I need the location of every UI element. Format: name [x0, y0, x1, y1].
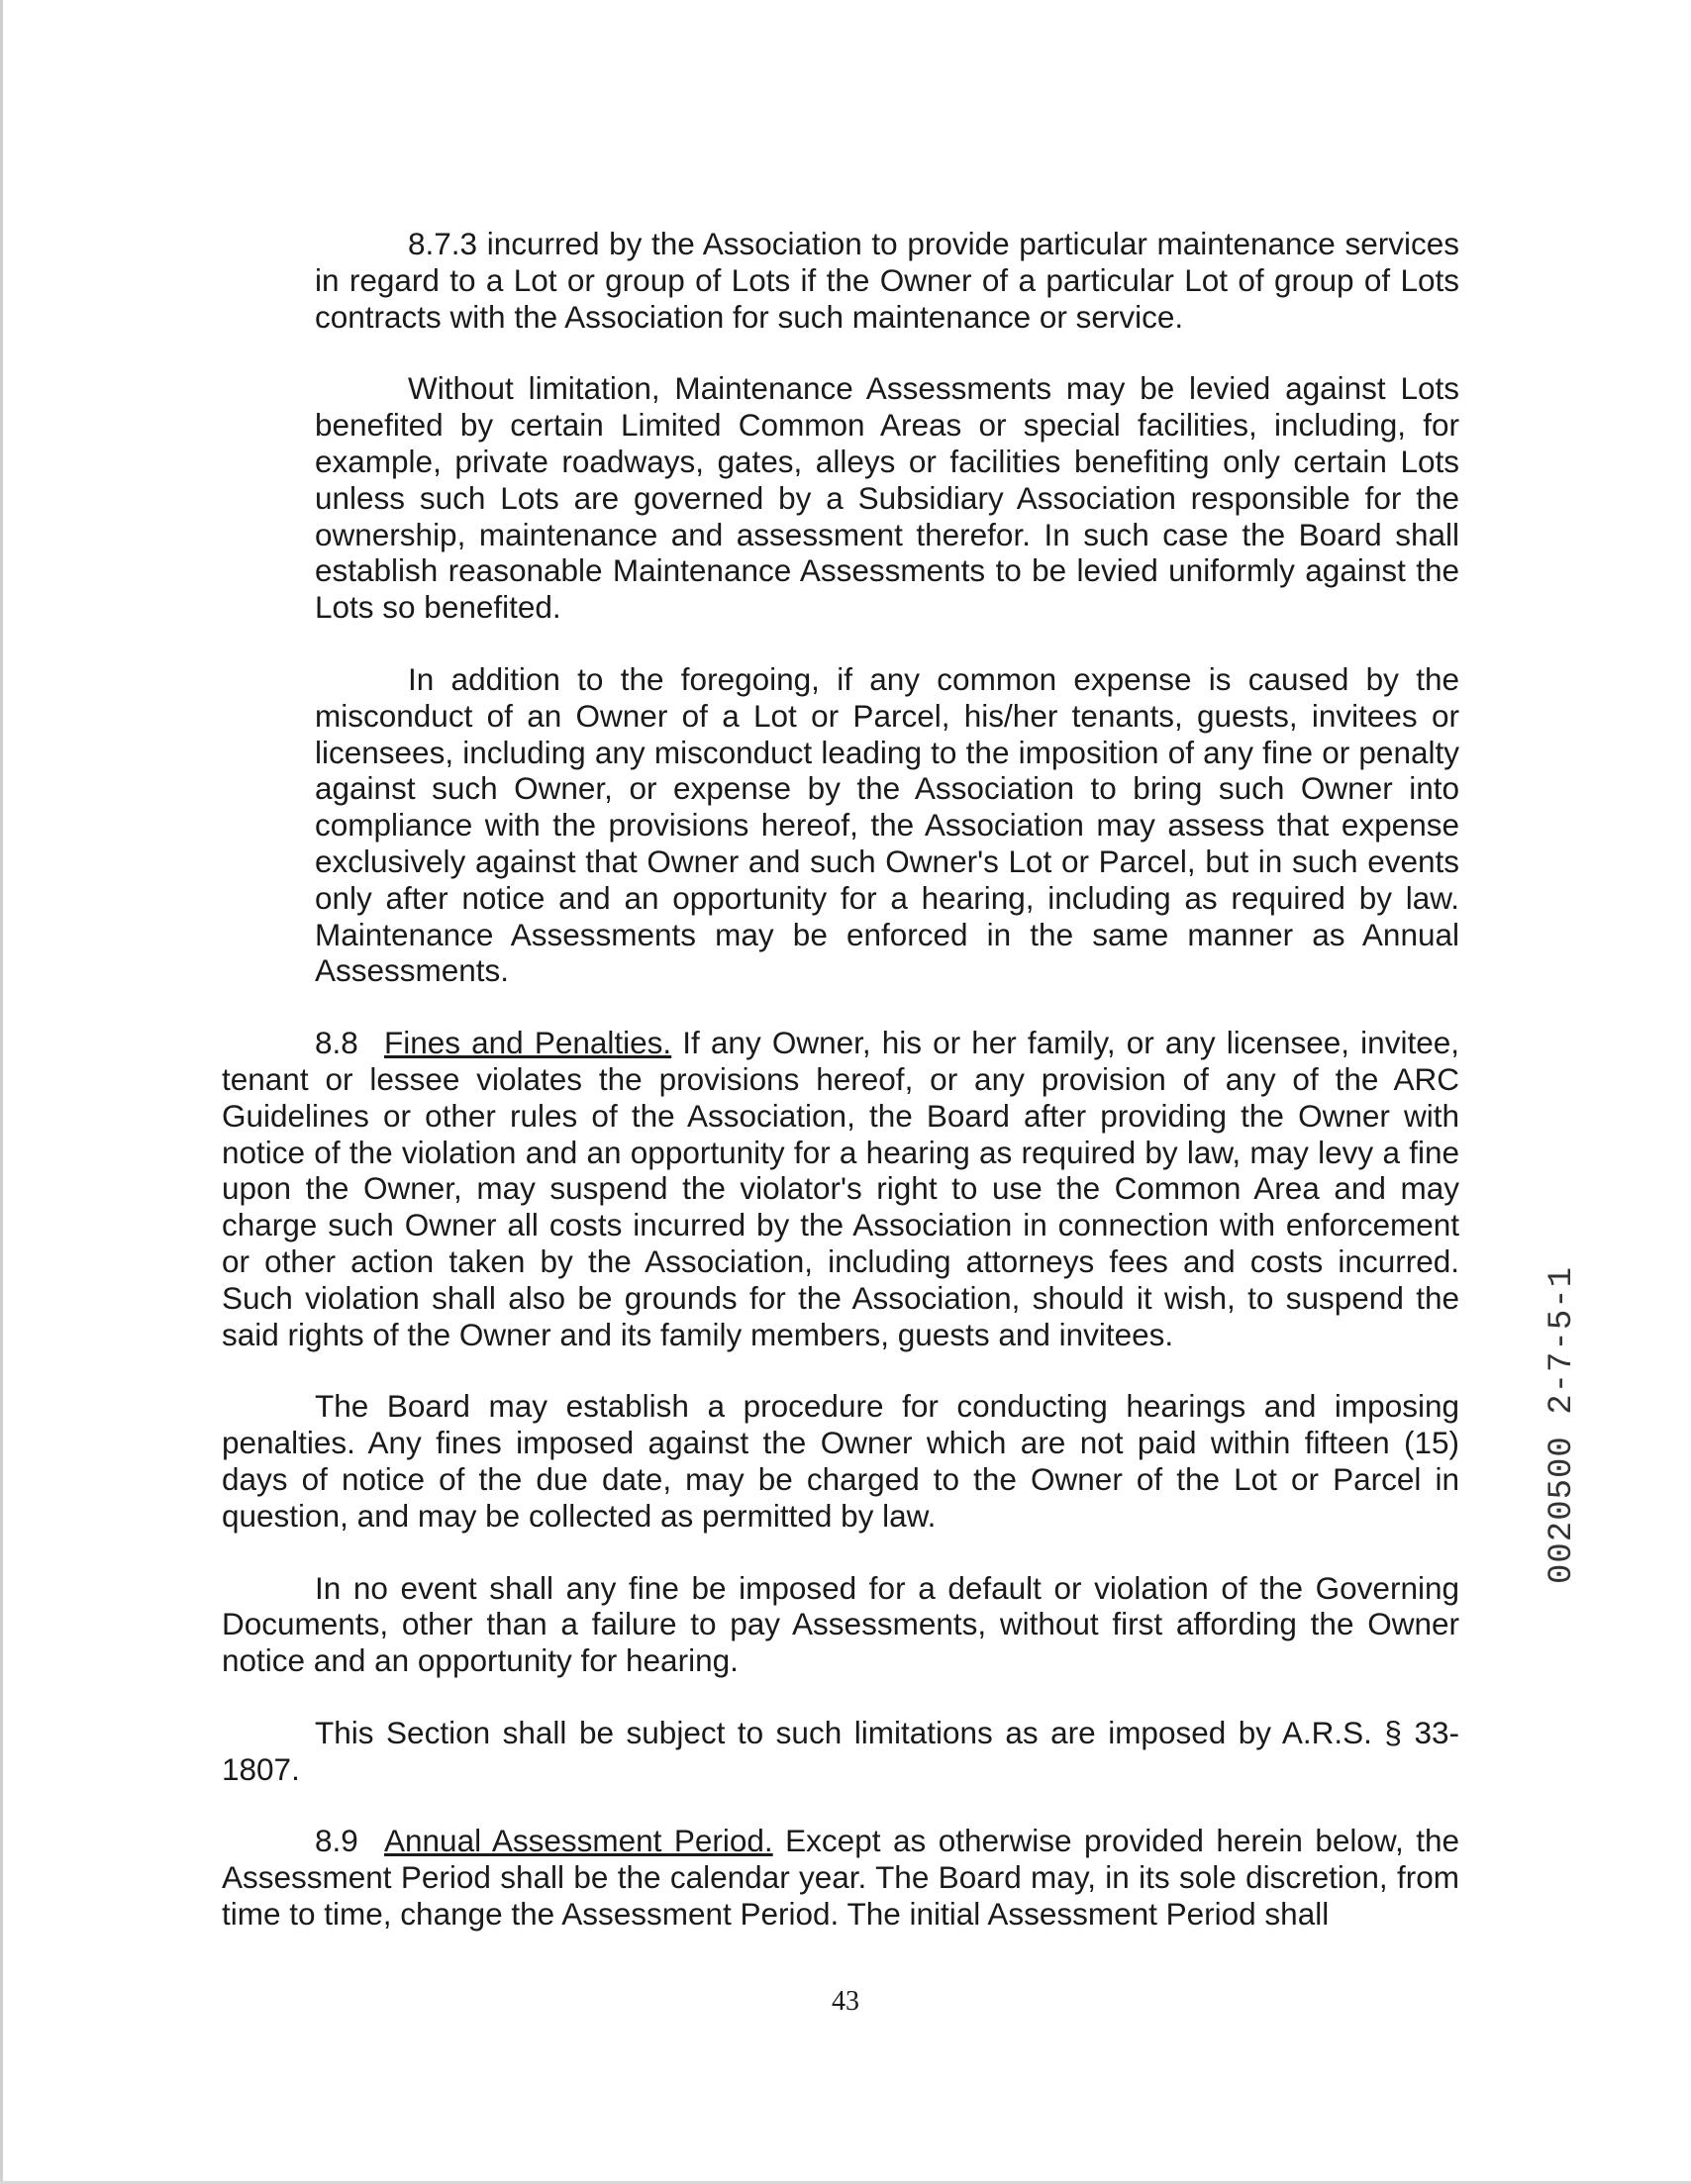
paragraph-no-event: In no event shall any fine be imposed for a default or violation of the Governing Documents, other than a failure to pay Assessments, without first affording the Owner notice and an opportunity for hearing. [222, 1569, 1459, 1679]
section-8-9-heading: Annual Assessment Period. [384, 1823, 773, 1859]
section-8-9-text: Except as otherwise provided herein below, the Assessment Period shall be the calendar year. The Board may, in its sole discretion, from time to time, change the Assessment Period. The initial Assessment Period shall [222, 1823, 1459, 1933]
scan-left-edge [0, 0, 3, 2184]
recording-stamp: 0020500 2-7-5-1 [1543, 1265, 1581, 1584]
document-body [222, 226, 1459, 1968]
section-8-8-heading: Fines and Penalties. [384, 1025, 672, 1061]
section-8-8-text: If any Owner, his or her family, or any licensee, invitee, tenant or lessee violates the provisions hereof, or any provision of any of the ARC Guidelines or other rules of the Association, the Board after providing the Owner with notice of the violation and an opportunity for a hearing as required by law, may levy a fine upon the Owner, may suspend the violator's right to use the Common Area and may charge such Owner all costs incurred by the Association in connection with enforcement or other action taken by the Association, including attorneys fees and costs incurred. Such violation shall also be grounds for the Association, should it wish, to suspend the said rights of the Owner and its family members, guests and invitees. [222, 1025, 1459, 1352]
paragraph-board-procedure: The Board may establish a procedure for conducting hearings and imposing penalties. Any fines imposed against the Owner which are not paid within fifteen (15) days of notice of the due date, may be charged to the Owner of the Lot or Parcel in question, and may be collected as permitted by law. [222, 1388, 1459, 1534]
paragraph-without-limitation: Without limitation, Maintenance Assessments may be levied against Lots benefited by certain Limited Common Areas or special facilities, including, for example, private roadways, gates, alleys or facilities benefiting only certain Lots unless such Lots are governed by a Subsidiary Association responsible for the ownership, maintenance and assessment therefor. In such case the Board shall establish reasonable Maintenance Assessments to be levied uniformly against the Lots so benefited. [315, 370, 1459, 626]
section-8-9 [222, 1823, 1459, 1932]
paragraph-8-7-3: 8.7.3 incurred by the Association to provide particular maintenance services in regard to a Lot or group of Lots if the Owner of a particular Lot of group of Lots contracts with the Association for such maintenance or service. [315, 226, 1459, 335]
paragraph-in-addition: In addition to the foregoing, if any common expense is caused by the misconduct of an Owner of a Lot or Parcel, his/her tenants, guests, invitees or licensees, including any misconduct leading to the imposition of any fine or penalty against such Owner, or expense by the Association to bring such Owner into compliance with the provisions hereof, the Association may assess that expense exclusively against that Owner and such Owner's Lot or Parcel, but in such events only after notice and an opportunity for a hearing, including as required by law. Maintenance Assessments may be enforced in the same manner as Annual Assessments. [315, 660, 1459, 989]
section-8-8-number: 8.8 [315, 1025, 358, 1061]
page-number: 43 [832, 1986, 859, 2017]
paragraph-section-subject: This Section shall be subject to such limitations as are imposed by A.R.S. § 33-1807. [222, 1714, 1459, 1787]
section-8-8 [222, 1025, 1459, 1352]
section-8-9-number: 8.9 [315, 1823, 358, 1859]
